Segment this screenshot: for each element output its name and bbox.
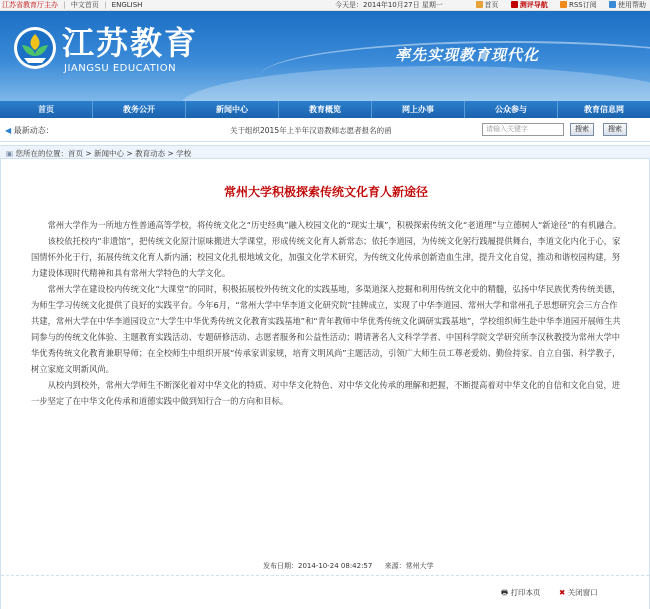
nav-item-online-service[interactable]: 网上办事: [372, 101, 465, 118]
slogan: 率先实现教育现代化: [395, 46, 540, 64]
header-banner: [0, 11, 650, 101]
link-chinese-home[interactable]: 中文首页: [70, 1, 99, 9]
close-window-button[interactable]: ✖ 关闭窗口: [559, 588, 598, 597]
nav-icon: [511, 1, 518, 8]
news-ticker: [0, 118, 650, 142]
close-icon: ✖: [559, 588, 566, 597]
nav-item-news[interactable]: 新闻中心: [186, 101, 279, 118]
link-rss[interactable]: RSS订阅: [560, 1, 597, 9]
jiangsu-education-logo-icon: [12, 25, 58, 71]
link-help[interactable]: 使用帮助: [609, 1, 646, 9]
article-source: 来源：常州大学: [384, 562, 434, 570]
search-button[interactable]: 搜索: [570, 123, 594, 136]
breadcrumb-text[interactable]: 您所在的位置：首页 > 新闻中心 > 教育动态 > 学校: [15, 149, 192, 158]
today-date: 今天是：2014年10月27日 星期一: [335, 1, 443, 9]
top-bar-left: 江苏省教育厅主办 | 中文首页 | ENGLISH: [2, 1, 143, 9]
advanced-search-button[interactable]: 搜索: [603, 123, 627, 136]
speaker-icon: ◀: [5, 126, 12, 135]
top-bar-right: [466, 0, 646, 11]
help-icon: [609, 1, 616, 8]
article-paragraph: 常州大学作为一所地方性普通高等学校，将传统文化之“历史经典”融入校园文化的“现实土壤”，积极探索传统文化“老道理”与立德树人“新途径”的有机融合。: [47, 220, 622, 230]
article-meta: [263, 561, 444, 571]
article: [0, 159, 650, 609]
article-body: [31, 217, 625, 409]
top-bar: [0, 0, 650, 11]
rss-icon: [560, 1, 567, 8]
site-owner: 江苏省教育厅主办: [2, 1, 58, 9]
nav-item-home[interactable]: 首页: [0, 101, 93, 118]
ticker-headline[interactable]: 关于组织2015年上半年汉语教师志愿者报名的函: [230, 126, 392, 135]
main-nav: [0, 101, 650, 118]
link-home[interactable]: 首页: [476, 1, 499, 9]
article-title: 常州大学积极探索传统文化育人新途径: [223, 185, 428, 199]
breadcrumb: [0, 145, 650, 159]
printer-icon: 🖶: [501, 588, 509, 597]
nav-item-overview[interactable]: 教育概览: [279, 101, 372, 118]
article-paragraph: 常州大学在建设校内传统文化“大课堂”的同时，积极拓展校外传统文化的实践基地，多渠道深入挖掘和利用传统文化中的精髓，弘扬中华民族优秀传统美德，为师生学习传统文化提供了良好的实践平台。今年6月，“常州大学中华李道文化研究院”挂牌成立，实现了中华李道园、常州大学和常州孔子思想研究会三方合作共建，常州大学在中华李道园设立“大学生中华优秀传统文化教育实践基地”和“青年教师中华优秀传统文化调研实践基地”，学校组织师生赴中华李道园开展师生共同参与的传统文化体验、主题教育实践活动、专题研修活动、志愿者服务和公益性活动；聘请著名人文科学学者、中国科学院文学研究所李汉秋教授为常州大学中华优秀传统文化教育兼职导师；在全校师生中组织开展“传承家训家规，培育文明风尚”主题活动，引领广大师生员工尊老爱幼、勤俭持家、自立自强、科学教子，树立家庭文明新风尚。: [31, 284, 621, 374]
nav-item-public[interactable]: 公众参与: [465, 101, 558, 118]
link-english[interactable]: ENGLISH: [111, 1, 143, 9]
ticker-label: ◀ 最新动态：: [5, 126, 54, 135]
home-icon: [476, 1, 483, 8]
brand-english: JIANGSU EDUCATION: [64, 63, 177, 74]
print-button[interactable]: 🖶 打印本页: [501, 588, 541, 597]
search-input[interactable]: 请输入关键字: [482, 123, 564, 136]
article-paragraph: 该校依托校内“非遗馆”，把传统文化原汁原味搬进大学课堂，形成传统文化育人新常态；依托李道园，为传统文化躬行践履提供舞台，李道文化内化于心，家国情怀外化于行，拓展传统文化育人新内涵；校园文化扎根地域文化，加强文化学术研究，为传统文化传承创新造血生津，提升文化自觉，推动和谐校园构建，努力建设体现时代精神和具有常州大学特色的大学文化。: [31, 236, 621, 278]
nav-item-affairs[interactable]: 教务公开: [93, 101, 186, 118]
publish-date: 发布日期：2014-10-24 08:42:57: [263, 562, 373, 570]
location-icon: ▣: [6, 149, 14, 158]
article-paragraph: 从校内到校外，常州大学师生不断深化着对中华文化的特质、对中华文化特色、对中华文化传承的理解和把握，不断提高着对中华文化的自信和文化自觉，进一步坚定了在中华文化传承和道德实践中做到知行合一的方向和目标。: [31, 380, 621, 406]
brand-name: 江苏教育: [62, 24, 199, 62]
nav-item-info-net[interactable]: 教育信息网: [584, 105, 624, 114]
link-eval-nav[interactable]: 测评导航: [511, 1, 548, 9]
